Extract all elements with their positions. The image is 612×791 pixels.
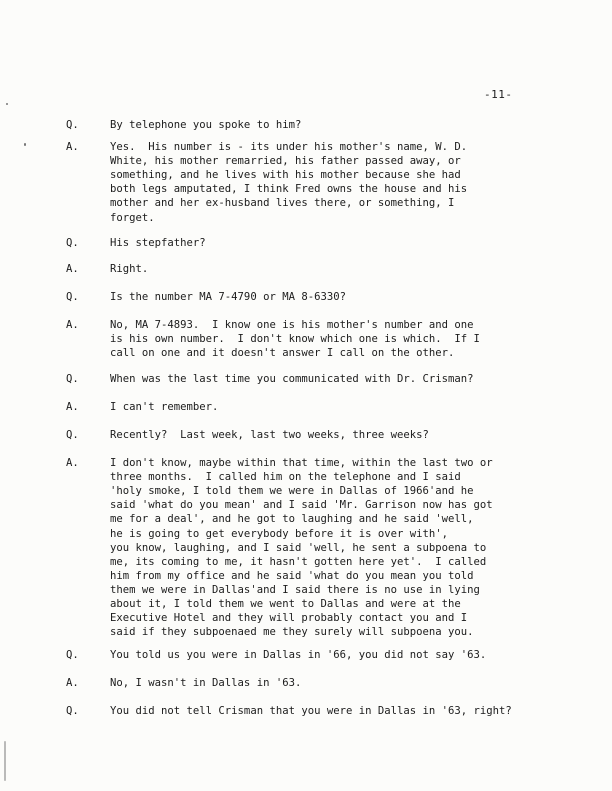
speaker-label: A.: [66, 141, 79, 153]
transcript-line: him from my office and he said 'what do you mean you told: [110, 569, 474, 582]
speaker-label: A.: [66, 457, 79, 469]
transcript-line: You did not tell Crisman that you were in Dallas in '63, right?: [110, 705, 512, 717]
transcript-line: I can't remember.: [110, 401, 219, 413]
speaker-label: Q.: [66, 429, 79, 441]
transcript-line: something, and he lives with his mother because she had: [110, 169, 461, 182]
transcript-line: I don't know, maybe within that time, within the last two or: [110, 457, 493, 469]
speaker-label: A.: [66, 263, 79, 275]
speaker-label: Q.: [66, 237, 79, 249]
transcript-line: You told us you were in Dallas in '66, you did not say '63.: [110, 649, 487, 661]
transcript-line: forget.: [110, 211, 155, 224]
page-number: -11-: [484, 88, 513, 101]
transcript-line: Is the number MA 7-4790 or MA 8-6330?: [110, 291, 346, 303]
transcript-line: said 'what do you mean' and I said 'Mr. Garrison now has got: [110, 499, 493, 512]
transcript-line: you know, laughing, and I said 'well, he sent a subpoena to: [110, 541, 487, 554]
transcript-line: When was the last time you communicated with Dr. Crisman?: [110, 373, 474, 385]
speaker-label: Q.: [66, 119, 79, 131]
transcript-line: three months. I called him on the telephone and I said: [110, 471, 461, 484]
scan-speck: [24, 143, 26, 146]
transcript-line: is his own number. I don't know which one is which. If I: [110, 333, 480, 346]
transcript-line: Right.: [110, 263, 149, 275]
transcript-line: both legs amputated, I think Fred owns the house and his: [110, 183, 468, 196]
scan-speck: [6, 103, 8, 105]
transcript-line: mother and her ex-husband lives there, or something, I: [110, 197, 455, 210]
transcript-line: me for a deal', and he got to laughing and he said 'well,: [110, 513, 474, 526]
transcript-line: them we were in Dallas'and I said there is no use in lying: [110, 583, 480, 596]
transcript-line: No, I wasn't in Dallas in '63.: [110, 677, 302, 689]
speaker-label: Q.: [66, 291, 79, 303]
transcript-line: he is going to get everybody before it is over with',: [110, 527, 449, 540]
transcript-line: By telephone you spoke to him?: [110, 119, 302, 131]
transcript-line: about it, I told them we went to Dallas and were at the: [110, 598, 461, 610]
transcript-line: said if they subpoenaed me they surely will subpoena you.: [110, 626, 474, 639]
speaker-label: Q.: [66, 373, 79, 385]
transcript-line: White, his mother remarried, his father passed away, or: [110, 155, 461, 168]
transcript-line: call on one and it doesn't answer I call on the other.: [110, 347, 455, 360]
transcript-line: No, MA 7-4893. I know one is his mother's number and one: [110, 319, 474, 331]
transcript-line: me, its coming to me, it hasn't gotten here yet'. I called: [110, 555, 487, 568]
scan-speck: [4, 741, 6, 781]
speaker-label: Q.: [66, 705, 79, 717]
transcript-line: 'holy smoke, I told them we were in Dallas of 1966'and he: [110, 485, 474, 498]
speaker-label: A.: [66, 319, 79, 331]
speaker-label: A.: [66, 677, 79, 689]
transcript-line: Recently? Last week, last two weeks, three weeks?: [110, 429, 429, 441]
speaker-label: Q.: [66, 649, 79, 661]
speaker-label: A.: [66, 401, 79, 413]
transcript-line: His stepfather?: [110, 237, 206, 249]
transcript-line: Executive Hotel and they will probably contact you and I: [110, 612, 468, 625]
transcript-line: Yes. His number is - its under his mother's name, W. D.: [110, 141, 468, 153]
